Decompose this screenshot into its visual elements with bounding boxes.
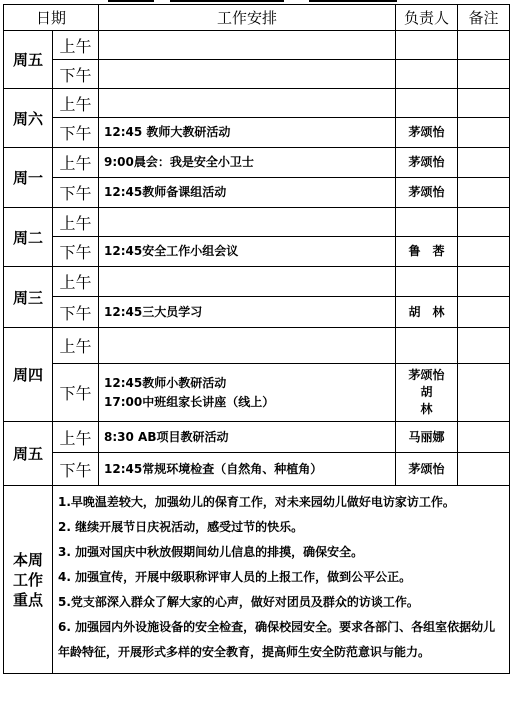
- owner-cell: [396, 328, 458, 364]
- day-cell: 周五: [4, 31, 53, 89]
- owner-name: 胡 林: [408, 304, 445, 319]
- schedule-row: [4, 453, 510, 486]
- schedule-row: [4, 60, 510, 89]
- task-item: 12:45三大员学习: [104, 304, 203, 319]
- day-cell: 周六: [4, 89, 53, 148]
- task-item: 12:45常规环境检查（自然角、种植角）: [104, 461, 323, 476]
- notes-cell: [458, 148, 510, 178]
- notes-cell: [458, 60, 510, 89]
- afternoon-cell: 下午: [53, 364, 99, 422]
- focus-row: [4, 486, 510, 674]
- owner-name: 林: [420, 402, 433, 416]
- task-item: 12:45 教师大教研活动: [104, 125, 231, 139]
- task-cell: [99, 267, 396, 297]
- header-date: 日期: [4, 5, 99, 31]
- task-cell: [99, 453, 396, 486]
- focus-label: 本周工作重点: [13, 550, 44, 609]
- afternoon-cell: 下午: [53, 60, 99, 89]
- task-cell: [99, 237, 396, 267]
- focus-item: 3. 加强对国庆中秋放假期间幼儿信息的排摸，确保安全。: [58, 545, 364, 559]
- task-cell: [99, 208, 396, 237]
- task-cell: [99, 148, 396, 178]
- schedule-row: [4, 178, 510, 208]
- notes-cell: [458, 267, 510, 297]
- owner-cell: [396, 297, 458, 328]
- owner-name: 鲁 莕: [408, 244, 445, 258]
- morning-cell: 上午: [53, 328, 99, 364]
- morning-cell: 上午: [53, 208, 99, 237]
- notes-cell: [458, 178, 510, 208]
- focus-item: 6. 加强园内外设施设备的安全检查，确保校园安全。要求各部门、各组室依据幼儿年龄特征，开展形式多样的安全教育，提高师生安全防范意识与能力。: [58, 620, 496, 659]
- task-cell: [99, 297, 396, 328]
- day-cell: 周一: [4, 148, 53, 208]
- task-cell: [99, 60, 396, 89]
- schedule-row: [4, 297, 510, 328]
- day-cell: 周二: [4, 208, 53, 267]
- owner-name: 茅颂怡: [408, 461, 445, 476]
- schedule-row: [4, 31, 510, 60]
- owner-cell: [396, 208, 458, 237]
- schedule-row: [4, 267, 510, 297]
- notes-cell: [458, 31, 510, 60]
- owner-name: 胡: [420, 385, 433, 399]
- schedule-row: [4, 237, 510, 267]
- task-item: 8:30 AB项目教研活动: [104, 429, 229, 444]
- task-item: 17:00中班组家长讲座（线上）: [104, 394, 275, 409]
- header-row: [4, 5, 510, 31]
- schedule-row: [4, 422, 510, 453]
- task-cell: [99, 118, 396, 148]
- schedule-row: [4, 118, 510, 148]
- task-cell: [99, 178, 396, 208]
- header-plan: 工作安排: [99, 5, 396, 31]
- morning-cell: 上午: [53, 31, 99, 60]
- notes-cell: [458, 208, 510, 237]
- schedule-row: [4, 148, 510, 178]
- morning-cell: 上午: [53, 422, 99, 453]
- owner-cell: [396, 148, 458, 178]
- owner-cell: [396, 60, 458, 89]
- afternoon-cell: 下午: [53, 297, 99, 328]
- schedule-row: [4, 89, 510, 118]
- header-owner: 负责人: [396, 5, 458, 31]
- owner-cell: [396, 178, 458, 208]
- owner-cell: [396, 31, 458, 60]
- focus-item: 5.党支部深入群众了解大家的心声，做好对团员及群众的访谈工作。: [58, 595, 419, 609]
- morning-cell: 上午: [53, 267, 99, 297]
- weekly-schedule-table: [3, 4, 510, 674]
- schedule-row: [4, 208, 510, 237]
- owner-name: 茅颂怡: [408, 368, 445, 382]
- owner-cell: [396, 89, 458, 118]
- task-cell: [99, 364, 396, 422]
- notes-cell: [458, 422, 510, 453]
- owner-cell: [396, 237, 458, 267]
- owner-name: 茅颂怡: [408, 185, 445, 199]
- afternoon-cell: 下午: [53, 237, 99, 267]
- focus-item: 2. 继续开展节日庆祝活动，感受过节的快乐。: [58, 520, 304, 534]
- owner-cell: [396, 118, 458, 148]
- notes-cell: [458, 89, 510, 118]
- owner-cell: [396, 453, 458, 486]
- notes-cell: [458, 328, 510, 364]
- task-item: 12:45教师备课组活动: [104, 185, 227, 199]
- owner-cell: [396, 267, 458, 297]
- task-item: 9:00晨会：我是安全小卫士: [104, 155, 254, 169]
- task-cell: [99, 328, 396, 364]
- day-cell: 周四: [4, 328, 53, 422]
- header-notes: 备注: [458, 5, 510, 31]
- task-item: 12:45教师小教研活动: [104, 375, 227, 390]
- focus-label-cell: [4, 486, 53, 674]
- afternoon-cell: 下午: [53, 118, 99, 148]
- morning-cell: 上午: [53, 89, 99, 118]
- task-item: 12:45安全工作小组会议: [104, 244, 239, 258]
- focus-content: [53, 486, 510, 674]
- owner-name: 马丽娜: [408, 429, 445, 444]
- schedule-row: [4, 328, 510, 364]
- task-cell: [99, 89, 396, 118]
- owner-name: 茅颂怡: [408, 125, 445, 139]
- focus-item: 1.早晚温差较大，加强幼儿的保育工作，对未来园幼儿做好电访家访工作。: [58, 495, 455, 509]
- notes-cell: [458, 364, 510, 422]
- notes-cell: [458, 118, 510, 148]
- owner-cell: [396, 364, 458, 422]
- morning-cell: 上午: [53, 148, 99, 178]
- owner-name: 茅颂怡: [408, 155, 445, 169]
- notes-cell: [458, 237, 510, 267]
- notes-cell: [458, 453, 510, 486]
- day-cell: 周三: [4, 267, 53, 328]
- schedule-row: [4, 364, 510, 422]
- day-cell: 周五: [4, 422, 53, 486]
- afternoon-cell: 下午: [53, 453, 99, 486]
- owner-cell: [396, 422, 458, 453]
- notes-cell: [458, 297, 510, 328]
- task-cell: [99, 422, 396, 453]
- task-cell: [99, 31, 396, 60]
- afternoon-cell: 下午: [53, 178, 99, 208]
- focus-item: 4. 加强宣传，开展中级职称评审人员的上报工作，做到公平公正。: [58, 570, 412, 584]
